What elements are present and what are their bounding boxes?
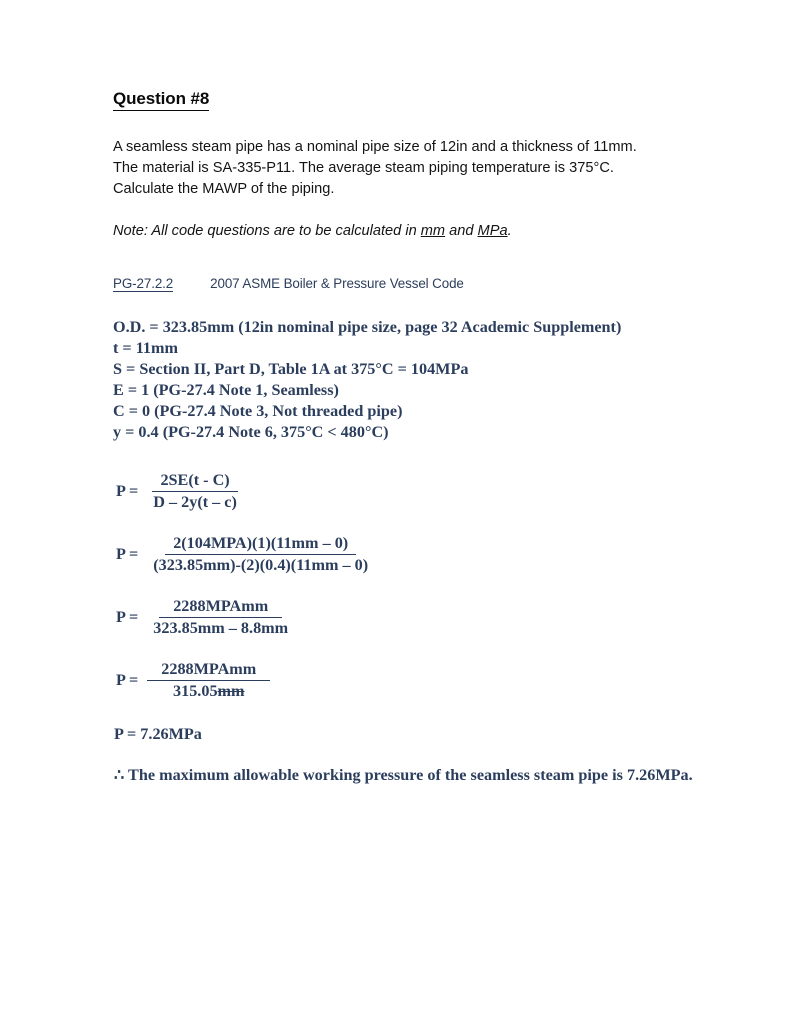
equation-denominator: (323.85mm)-(2)(0.4)(11mm – 0) <box>153 555 369 574</box>
equation-fraction <box>147 660 270 701</box>
given-value-s: S = Section II, Part D, Table 1A at 375°C = 104MPa <box>113 360 469 379</box>
units-note-prefix: Note: All code questions are to be calculated in <box>113 223 421 240</box>
given-value-t: t = 11mm <box>113 339 178 358</box>
equation-numerator: 2(104MPA)(1)(11mm – 0) <box>165 534 356 555</box>
equation-lhs: P = <box>116 481 139 500</box>
denominator-cancelled-unit: mm <box>217 682 245 701</box>
result-value: P = 7.26MPa <box>114 725 202 744</box>
equation-lhs: P = <box>116 608 139 627</box>
code-reference <box>113 276 713 292</box>
units-note-unit-mm: mm <box>420 223 446 240</box>
conclusion-statement: ∴ The maximum allowable working pressure of the seamless steam pipe is 7.26MPa. <box>114 766 693 785</box>
given-value-y: y = 0.4 (PG-27.4 Note 6, 375°C < 480°C) <box>113 423 389 442</box>
numerator-value: 2288MPA <box>161 660 230 679</box>
equation-denominator: D – 2y(t – c) <box>153 492 237 511</box>
equation-formula <box>116 471 713 512</box>
equation-substituted <box>116 534 713 575</box>
equation-lhs: P = <box>116 671 139 690</box>
equation-reduced <box>116 660 713 701</box>
denominator-value: 315.05 <box>173 682 218 701</box>
equation-numerator: 2SE(t - C) <box>152 471 237 492</box>
given-values-list <box>113 317 713 443</box>
units-note-suffix: . <box>507 223 512 240</box>
numerator-cancelled-unit: mm <box>229 660 257 679</box>
equation-denominator: 323.85mm – 8.8mm <box>153 619 289 638</box>
units-note-unit-mpa: MPa <box>477 223 508 240</box>
equation-fraction <box>147 534 374 575</box>
equation-numerator <box>147 660 270 681</box>
given-value-e: E = 1 (PG-27.4 Note 1, Seamless) <box>113 381 339 400</box>
given-value-c: C = 0 (PG-27.4 Note 3, Not threaded pipe) <box>113 402 403 421</box>
given-value-od: O.D. = 323.85mm (12in nominal pipe size, page 32 Academic Supplement) <box>113 318 622 337</box>
equation-simplified <box>116 597 713 638</box>
equation-denominator <box>167 681 250 701</box>
page-title: Question #8 <box>113 88 209 111</box>
code-reference-number: PG-27.2.2 <box>113 276 174 292</box>
question-statement: A seamless steam pipe has a nominal pipe size of 12in and a thickness of 11mm. The material is SA-335-P11. The average steam piping temperature is 375°C. Calculate the MAWP of the piping. <box>113 139 637 197</box>
units-note-middle: and <box>445 223 478 240</box>
code-reference-title: 2007 ASME Boiler & Pressure Vessel Code <box>210 276 464 292</box>
equation-numerator: 2288MPAmm <box>159 597 282 618</box>
units-note <box>113 221 713 242</box>
equation-lhs: P = <box>116 544 139 563</box>
equation-fraction <box>147 597 294 638</box>
document-content <box>113 88 713 786</box>
equation-fraction <box>147 471 243 512</box>
